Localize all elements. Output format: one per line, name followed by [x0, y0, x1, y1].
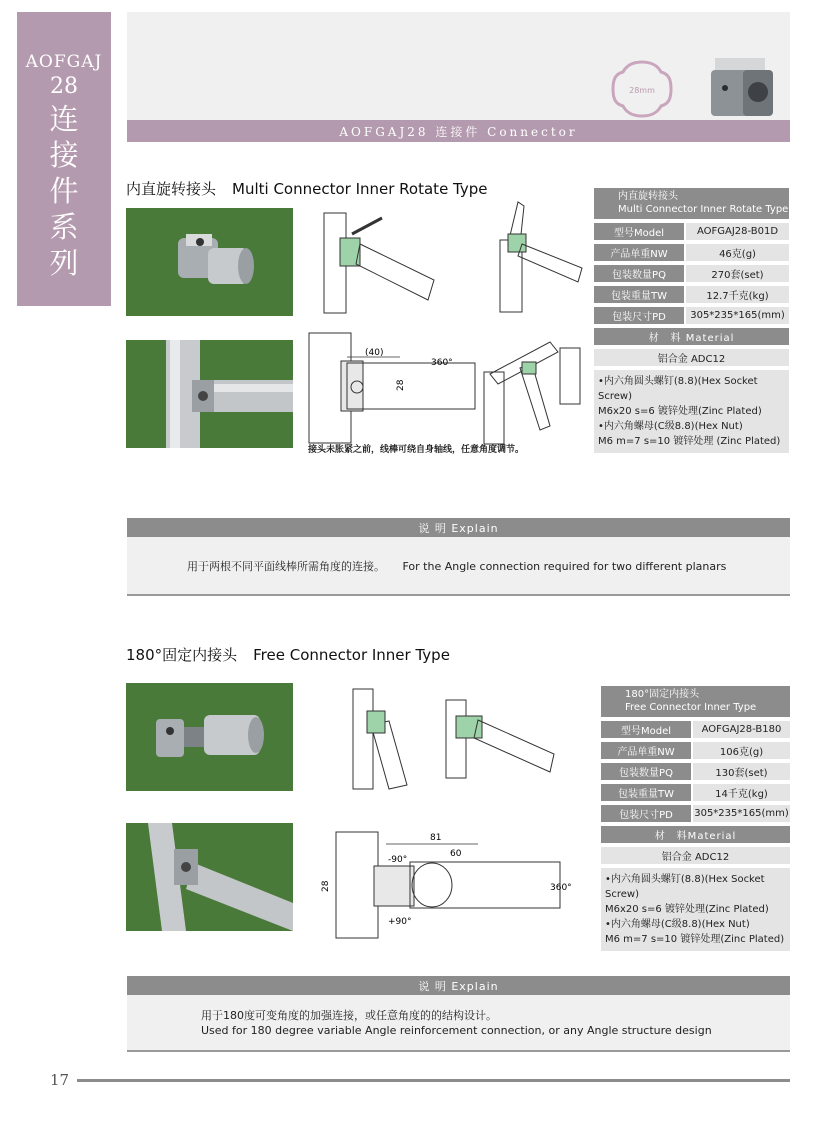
section1-drawing-angled: [490, 200, 590, 315]
spec-row: [601, 784, 790, 801]
dim-360: 360°: [550, 883, 572, 893]
spec-value: 14千克(kg): [693, 784, 790, 801]
section1-drawing-note: 接头未胀紧之前，线棒可绕自身轴线，任意角度调节。: [308, 445, 525, 455]
side-char: 连: [49, 102, 79, 136]
spec-note: •内六角圆头螺钉(8.8)(Hex Socket Screw): [598, 376, 758, 402]
spec-label: 包装尺寸PD: [601, 805, 691, 822]
section2-explain-bar: 说 明 Explain: [127, 976, 790, 995]
spec-label: 产品单重NW: [594, 244, 684, 261]
header-bar: AOFGAJ28 连接件 Connector: [127, 120, 790, 142]
spec-row: [601, 763, 790, 780]
spec-label: 包装重量TW: [601, 784, 691, 801]
section1-title: [126, 178, 504, 199]
spec-label: 包装数量PQ: [594, 265, 684, 282]
dim-360: 360°: [431, 358, 453, 368]
dim-28: 28: [321, 880, 331, 892]
spec-head-en: Multi Connector Inner Rotate Type: [618, 204, 789, 215]
spec-head: [601, 686, 790, 717]
dim-81: 81: [430, 833, 442, 843]
spec-note: M6 m=7 s=10 镀锌处理 (Zinc Plated): [598, 436, 781, 447]
section2-drawing-straight: [432, 698, 557, 783]
spec-note: M6x20 s=6 镀锌处理(Zinc Plated): [598, 406, 762, 417]
section1-photo-bottom: [126, 340, 293, 448]
spec-notes: [601, 868, 790, 951]
side-brand: AOFGAJ: [25, 52, 103, 72]
spec-value: 305*235*165(mm): [693, 805, 790, 822]
section2-explain-cn: 用于180度可变角度的加强连接，或任意角度的的结构设计。: [201, 1009, 497, 1022]
spec-value: AOFGAJ28-B180: [693, 721, 790, 738]
connector-photo: [707, 50, 782, 120]
spec-value: AOFGAJ28-B01D: [686, 223, 789, 240]
dim-minus-90: -90°: [388, 855, 408, 865]
dim-40: (40): [365, 348, 384, 358]
spec-value: 270套(set): [686, 265, 789, 282]
spec-label: 产品单重NW: [601, 742, 691, 759]
side-chars: [17, 101, 111, 281]
connector-render: [126, 683, 293, 791]
section1-explain-bar: 说 明 Explain: [127, 518, 790, 537]
material-label: 材 料 Material: [594, 328, 789, 345]
spec-row: [594, 244, 789, 261]
spec-head-en: Free Connector Inner Type: [625, 702, 757, 713]
material-value: 铝合金 ADC12: [594, 349, 789, 366]
spec-head: [594, 188, 789, 219]
material-label: 材 料Material: [601, 826, 790, 843]
header-band: [127, 12, 790, 120]
section1-drawing-straight: [312, 208, 442, 318]
profile-label: 28mm: [629, 86, 655, 95]
section2-drawing-dimension: [318, 828, 572, 940]
section2-title: [126, 644, 466, 665]
material-value: 铝合金 ADC12: [601, 847, 790, 864]
spec-value: 46克(g): [686, 244, 789, 261]
assembly-render: [126, 340, 293, 448]
section2-title-en: Free Connector Inner Type: [253, 646, 450, 664]
spec-value: 12.7千克(kg): [686, 286, 789, 303]
section2-explain-en: Used for 180 degree variable Angle reinforcement connection, or any Angle structure design: [201, 1024, 712, 1037]
spec-row: [594, 265, 789, 282]
profile-section-icon: [609, 58, 675, 120]
spec-note: •内六角螺母(C级8.8)(Hex Nut): [598, 421, 743, 432]
section1-drawing-dimension: [305, 333, 475, 445]
page-number: 17: [50, 1071, 70, 1089]
spec-note: •内六角螺母(C级8.8)(Hex Nut): [605, 919, 750, 930]
spec-row: [594, 223, 789, 240]
spec-note: M6x20 s=6 镀锌处理(Zinc Plated): [605, 904, 769, 915]
section2-photo-bottom: [126, 823, 293, 931]
side-char: 件: [49, 174, 79, 208]
dim-60: 60: [450, 849, 462, 859]
spec-value: 305*235*165(mm): [686, 307, 789, 324]
spec-value: 130套(set): [693, 763, 790, 780]
section1-explain-body: [127, 537, 790, 596]
side-char: 接: [49, 138, 79, 172]
section2-drawing-angled: [345, 685, 415, 795]
connector-render: [126, 208, 293, 316]
section1-spec-table: [594, 188, 789, 453]
section1-explain-en: For the Angle connection required for two different planars: [402, 560, 727, 573]
dim-28: 28: [396, 379, 406, 391]
section2-title-cn: 180°固定内接头: [126, 646, 238, 664]
side-tab: [17, 12, 111, 306]
side-char: 系: [49, 210, 79, 244]
spec-note: •内六角圆头螺钉(8.8)(Hex Socket Screw): [605, 874, 765, 900]
footer-rule: [77, 1079, 790, 1082]
section2-photo-top: [126, 683, 293, 791]
spec-head-cn: 内直旋转接头: [618, 191, 678, 202]
section2-spec-table: [601, 686, 790, 951]
section1-title-cn: 内直旋转接头: [126, 180, 217, 198]
spec-row: [594, 286, 789, 303]
spec-label: 包装重量TW: [594, 286, 684, 303]
spec-note: M6 m=7 s=10 镀锌处理(Zinc Plated): [605, 934, 785, 945]
spec-label: 包装尺寸PD: [594, 307, 684, 324]
spec-row: [601, 805, 790, 822]
spec-value: 106克(g): [693, 742, 790, 759]
spec-label: 包装数量PQ: [601, 763, 691, 780]
spec-row: [601, 742, 790, 759]
spec-row: [594, 307, 789, 324]
section1-explain-cn: 用于两根不同平面线棒所需角度的连接。: [187, 560, 385, 573]
side-series: 28: [50, 74, 78, 99]
spec-label: 型号Model: [601, 721, 691, 738]
assembly-render: [126, 823, 293, 931]
section1-title-en: Multi Connector Inner Rotate Type: [232, 180, 488, 198]
spec-head-cn: 180°固定内接头: [625, 689, 700, 700]
side-char: 列: [49, 246, 79, 280]
spec-label: 型号Model: [594, 223, 684, 240]
section2-explain-body: [127, 995, 790, 1052]
dim-plus-90: +90°: [388, 917, 412, 927]
section1-photo-top: [126, 208, 293, 316]
spec-row: [601, 721, 790, 738]
section1-drawing-frame: [480, 338, 586, 448]
spec-notes: [594, 370, 789, 453]
